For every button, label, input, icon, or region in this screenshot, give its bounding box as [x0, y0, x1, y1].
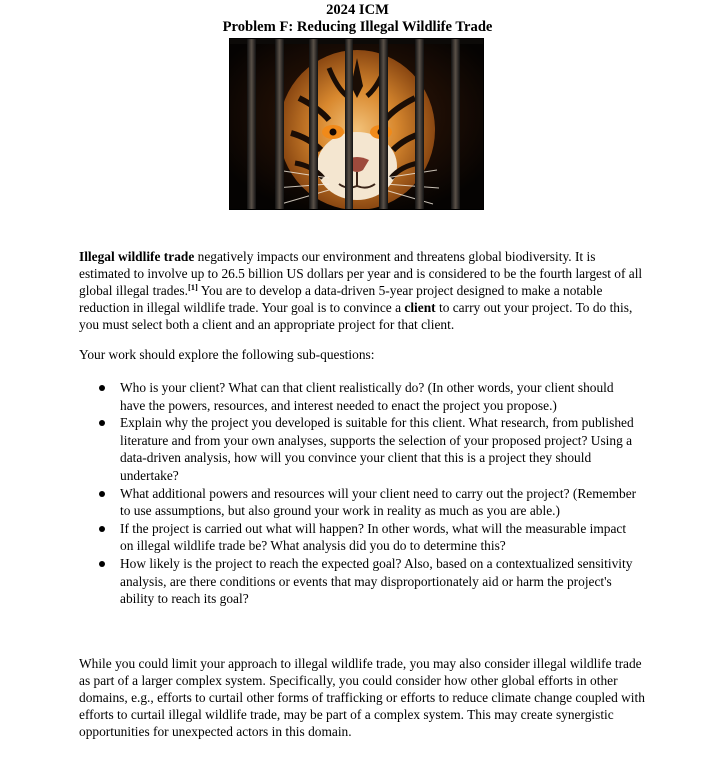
list-item [97, 520, 637, 555]
intro-paragraph [79, 248, 649, 333]
bullet-icon [99, 561, 105, 567]
problem-title: Problem F: Reducing Illegal Wildlife Trade [222, 19, 493, 35]
tiger-illustration [229, 38, 484, 210]
list-item [97, 555, 637, 608]
subquestions-intro: Your work should explore the following sub-questions: [79, 347, 375, 362]
list-item-text: Who is your client? What can that client realistically do? (In other words, your client should have the powers, resources, and interest needed to enact the project you propose.) [120, 380, 614, 413]
list-item-text: Explain why the project you developed is suitable for this client. What research, from published literature and from your own analyses, supports the selection of your proposed project? Using a data-driven analysis, how will you convince your client that this is a project they should undertake? [120, 415, 634, 483]
list-item-text: What additional powers and resources will your client need to carry out the project? (Remember to use assumptions, but also ground your work in reality as much as you are able.) [120, 485, 637, 519]
citation-link[interactable]: [1] [187, 282, 198, 292]
list-item [97, 485, 637, 520]
list-item-text: How likely is the project to reach the expected goal? Also, based on a contextualized sensitivity analysis, are there conditions or events that may disproportionately aid or harm the project's ability to reach its goal? [120, 555, 633, 607]
list-item [97, 379, 637, 414]
bullet-icon [99, 526, 105, 532]
caged-tiger-image [229, 38, 484, 210]
intro-lead-bold: Illegal wildlife trade [79, 249, 195, 264]
document-heading: 2024 ICM [326, 2, 389, 18]
closing-paragraph: While you could limit your approach to illegal wildlife trade, you may also consider illegal wildlife trade as part of a larger complex system. Specifically, you could consider how other global efforts in other domains, e.g., efforts to curtail other forms of trafficking or efforts to reduce climate change coupled with efforts to curtail illegal wildlife trade, may be part of a complex system. This may create synergistic opportunities for unexpected actors in this domain. [79, 656, 645, 739]
bullet-icon [99, 385, 105, 391]
list-item-text: If the project is carried out what will happen? In other words, what will the measurable impact on illegal wildlife trade be? What analysis did you do to determine this? [120, 520, 627, 554]
intro-text-1: negatively impacts our environment and threatens global biodiversity. It is estimated to involve up to 26.5 billion US dollars per year and is considered to be the fourth largest of all global illegal trades. [79, 249, 643, 298]
bullet-icon [99, 420, 105, 426]
subquestions-list [97, 379, 637, 608]
intro-text-2: You are to develop a data-driven 5-year project designed to make a notable reduction in illegal wildlife trade. Your goal is to convince a [79, 283, 603, 315]
intro-client-bold: client [404, 300, 436, 315]
list-item [97, 414, 637, 484]
bullet-icon [99, 491, 105, 497]
intro-text-3: to carry out your project. To do this, you must select both a client and an appropriate project for that client. [79, 300, 633, 332]
